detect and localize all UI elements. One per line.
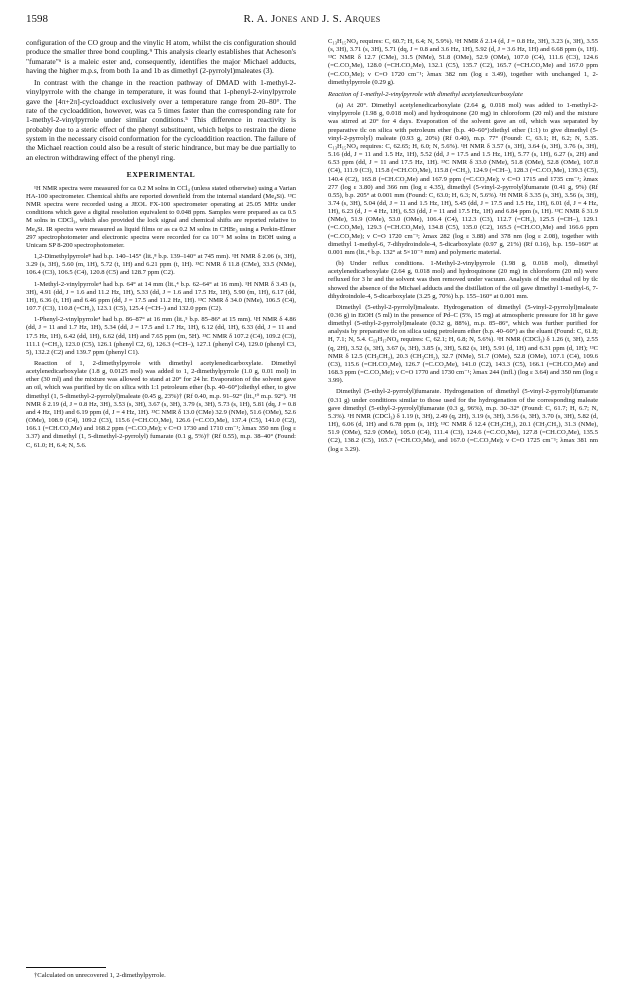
experimental-paragraph: 1,2-Dimethylpyrrole⁸ had b.p. 140–145° (lit.,⁸ b.p. 139–140° at 745 mm). ¹H NMR δ 2.06 (s, 3H), 3.29 (s, 3H), 5.60 (m, 1H), 5.72 (t, 1H) and 6.21 ppm (t, 1H). ¹³C NMR δ 11.8 (CMe), 33.5 (NMe), 106.4 (C3), 106.5 (C4), 120.8 (C5) and 128.7 ppm (C2). [26,253,296,277]
experimental-paragraph: Dimethyl (5-ethyl-2-pyrrolyl)fumarate. Hydrogenation of dimethyl (5-vinyl-2-pyrrolyl)fumarate (0.31 g) under conditions similar to those used for the hydrogenation of the corresponding maleate gave dimethyl (5-ethyl-2-pyrrolyl)fumarate (0.3 g, 96%), m.p. 30–32° (Found: C, 61.7; H, 6.7; N, 5.3%). ¹H NMR (CDCl₃) δ 1.19 (t, 3H), 2.49 (q, 2H), 3.19 (s, 3H), 3.56 (s, 3H), 3.70 (s, 3H), 5.82 (d, 1H), 6.06 (d, 1H) and 6.78 ppm (s, 1H); ¹³C NMR δ 12.4 (CH₃CH₂), 20.1 (CH₃CH₂), 31.3 (NMe), 51.9 (OMe), 52.9 (OMe), 105.0 (C4), 111.4 (C3), 124.6 (=C.CO₂Me), 127.8 (=CH.CO₂Me), 135.5 (C2), 138.2 (C5), 165.7 (=CH.CO₂Me), and 167.0 (=C.CO₂Me); ν C=O 1725 cm⁻¹; λmax 381 nm (log ε 3.29). [328,388,598,453]
body-paragraph: In contrast with the change in the reaction pathway of DMAD with 1-methyl-2-vinylpyrrole with the change in temperature, it was found that 1-phenyl-2-vinylpyrrole gave the [4π+2π]-cycloadduct exclusively over a temperature range from 20–80°. The rate of the cycloaddition, however, was ca 5 times faster than the corresponding rate for 1-methyl-2-vinylpyrrole under similar conditions.⁵ This difference in reactivity is probably due to a steric effect of the phenyl substituent, which helps to restrain the diene system in the necessary cisoid conformation for the cycloaddition reaction. The failure of the Michael reaction could also be a result of steric hindrance, but may be due partially to an electron withdrawing effect of the phenyl ring. [26,78,296,162]
experimental-paragraph: C₁₃H₁₅NO₄ requires: C, 60.7; H, 6.4; N, 5.9%). ¹H NMR δ 2.14 (d, J = 0.8 Hz, 3H), 3.23 (s, 3H), 3.55 (s, 3H), 3.71 (s, 3H), 5.71 (dq, J = 0.8 and 3.6 Hz, 1H), 5.92 (d, J = 3.6 Hz, 1H) and 6.68 ppm (s, 1H). ¹³C NMR δ 12.7 (CMe), 31.5 (NMe), 51.8 (OMe), 52.9 (OMe), 107.0 (C4), 111.6 (C3), 124.6 (=C.CO₂Me), 128.0 (=CH.CO₂Me), 132.1 (C5), 135.7 (C2), 165.7 (=CH.CO₂Me) and 167.0 ppm (=C.CO₂Me); ν C=O 1720 cm⁻¹; λmax 382 nm (log ε 3.49), together with unchanged 1, 2-dimethylpyrrole (0.29 g). [328,38,598,86]
experimental-paragraph: (a) At 20°. Dimethyl acetylenedicarboxylate (2.64 g, 0.018 mol) was added to 1-methyl-2-vinylpyrrole (1.98 g, 0.018 mol) and hydroquinone (20 mg) in chloroform (20 ml) and the mixture was stirred at 20° for 4 days. Evaporation of the solvent gave an oil, which was separated by preparative tlc on silica with petroleum ether (b.p. 40–60°):diethyl ether (1:1) to give dimethyl (5-vinyl-2-pyrrolyl) maleate (0.93 g, 20%) (Rf 0.40), m.p. 77° (Found: C, 63.1; H, 6.2; N, 5.35. C₁₃H₁₅NO₄ requires: C, 62.65; H, 6.0; N, 5.6%). ¹H NMR δ 3.57 (s, 3H), 3.64 (s, 3H), 3.76 (s, 3H), 5.16 (dd, J = 11 and 1.5 Hz, 1H), 5.52 (dd, J = 17.5 and 1.5 Hz, 1H), 5.77 (s, 1H), 6.27 (s, 2H) and 6.53 ppm (dd, J = 11 and 17.5 Hz, 1H). ¹³C NMR δ 33.0 (NMe), 51.8 (OMe), 52.8 (OMe), 107.8 (C4), 111.9 (C3), 115.8 (=CH.CO₂Me), 115.8 (=CH₂), 124.9 (=CH–), 128.3 (=C.CO₂Me), 139.3 (C5), 140.4 (C2), 165.8 (=CH.CO₂Me) and 167.9 ppm (=C.CO₂Me); ν C=O 1715 and 1735 cm⁻¹; λmax 277 (log ε 3.80) and 366 nm (log ε 4.35), dimethyl (5-vinyl-2-pyrrolyl)fumarate (0.41 g, 9%) (Rf 0.55), b.p. 205° at 0.001 mm (Found: C, 63.0; H, 6.3; N, 5.6%). ¹H NMR δ 3.35 (s, 3H), 3.56 (s, 3H), 3.74 (s, 3H), 5.04 (dd, J = 11 and 1.5 Hz, 1H), 5.45 (dd, J = 17.5 and 1.5 Hz, 1H), 6.01 (d, J = 4 Hz, 1H), 6.23 (d, J = 4 Hz, 1H), 6.53 (dd, J = 11 and 17.5 Hz, 1H) and 6.84 ppm (s, 1H). ¹³C NMR δ 31.9 (NMe), 51.9 (OMe), 53.0 (OMe), 106.4 (C4), 112.3 (C3), 112.7 (=CH₂), 125.5 (=CH–), 129.1 (=C.CO₂Me), 129.3 (=CH.CO₂Me), 134.8 (C5), 135.0 (C2), 165.5 (=CH.CO₂Me) and 166.6 ppm (=C.CO₂Me); ν C=O 1720 cm⁻¹; λmax 282 (log ε 3.88) and 378 nm (log ε 2.08), together with dimethyl 1-methyl-6, 7-dihydroindole-4, 5-dicarboxylate (0.97 g, 21%) (Rf 0.16), b.p. 159–160° at 0.001 mm (lit.,⁴ b.p. 132° at 5×10⁻⁵ mm) and polymeric material. [328,102,598,256]
experimental-paragraph: (b) Under reflux conditions. 1-Methyl-2-vinylpyrrole (1.98 g, 0.018 mol), dimethyl acetylenedicarboxylate (2.64 g, 0.018 mol) and hydroquinone (20 mg) in chloroform (20 ml) were refluxed for 3 hr and the solvent was then removed under vacuum. Analysis of the residual oil by tlc showed the absence of the Michael adducts and the distillation of the oil gave dimethyl 1-methyl-6, 7-dihydroindole-4, 5-dicarboxylate (3.25 g, 70%) b.p. 155–160° at 0.001 mm. [328,260,598,300]
right-column [328,38,598,993]
page-number: 1598 [26,13,48,25]
body-paragraph: configuration of the CO group and the vinylic H atom, whilst the cis configuration should produce the smaller three bond coupling.⁹ This analysis clearly establishes that Acheson's "fumarate"⁶ is a maleic ester and, consequently, identifies the major Michael adducts, having the higher m.p.s, from both 1a and 1b as dimethyl (2-pyrrolyl)maleates (3). [26,38,296,75]
footnote-rule [26,967,106,968]
section-heading-experimental: EXPERIMENTAL [126,169,196,179]
experimental-paragraph: ¹H NMR spectra were measured for ca 0.2 M solns in CCl₄ (unless stated otherwise) using a Varian HA-100 spectrometer. Chemical shifts are reported downfield from the internal standard (Me₄Si). ¹³C NMR spectra were recorded using a JEOL FX-100 spectrometer operating at 25.05 MHz under conditions which gave a digital resolution equivalent to 0.048 ppm. Samples were prepared as ca 0.5 M solns in CDCl₃, which also provided the lock signal and chemical shifts are reported relative to Me₄Si. IR spectra were measured as liquid films or as ca 0.2 M solns in CHBr₃ using a Perkin-Elmer 297 spectrophotometer and electronic spectra were recorded for ca 10⁻⁵ M solns in EtOH using a Unicam SP 8-200 spectrophotometer. [26,184,296,249]
experimental-paragraph: Reaction of 1, 2-dimethylpyrrole with dimethyl acetylenedicarboxylate. Dimethyl acetylenedicarboxylate (1.8 g, 0.0125 mol) was added to 1, 2-dimethylpyrrole (1.0 g, 0.01 mol) in ether (30 ml) and the mixture was allowed to stand at 20° for 24 hr. Evaporation of the solvent gave an oil, which was purified by tlc on silica with 1:1 petroleum ether (b.p. 40–60°):diethyl ether, to give dimethyl (1, 5-dimethyl-2-pyrrolyl)maleate (0.45 g, 23%)† (Rf 0.40, m.p. 91–92° (lit.,¹⁰ m.p. 92°). ¹H NMR δ 2.19 (d, J = 0.8 Hz, 3H), 3.53 (s, 3H), 3.67 (s, 3H), 3.79 (s, 3H), 5.73 (s, 1H), 5.81 (dq, J = 0.8 and 4 Hz, 1H) and 6.19 ppm (d, J = 4 Hz, 1H). ¹³C NMR δ 13.0 (CMe) 32.9 (NMe), 51.6 (OMe), 52.6 (OMe), 108.9 (C4), 109.2 (C3), 115.6 (=CH.CO₂Me), 126.6 (=C.CO₂Me), 137.4 (C5), 141.0 (C2), 166.1 (=CH.CO₂Me) and 168.2 ppm (=C.CO₂Me); ν C=O 1730 and 1710 cm⁻¹; λmax 350 nm (log ε 3.37) and dimethyl (1, 5-dimethyl-2-pyrrolyl) fumarate (0.1 g, 5%)† (Rf 0.55), m.p. 38–40° (Found: C, 61.0; H, 6.4; N, 5.6. [26,359,296,449]
footnote: †Calculated on unrecovered 1, 2-dimethylpyrrole. [34,972,166,979]
running-head: R. A. Jones and J. S. Arques [243,13,381,25]
experimental-paragraph: 1-Methyl-2-vinylpyrrole⁴ had b.p. 64° at 14 mm (lit.,⁴ b.p. 62–64° at 16 mm). ¹H NMR δ 3.43 (s, 3H), 4.91 (dd, J = 1.6 and 11.2 Hz, 1H), 5.33 (dd, J = 1.6 and 17.5 Hz, 1H), 5.90 (m, 1H), 6.17 (dd, 1H), 6.36 (t, 1H) and 6.46 ppm (dd, J = 17.5 and 11.2 Hz, 1H). ¹³C NMR δ 34.0 (NMe), 106.5 (C4), 107.7 (C3), 110.8 (=CH₂), 123.1 (C5), 125.4 (=CH–) and 132.0 ppm (C2). [26,280,296,313]
experimental-paragraph: 1-Phenyl-2-vinylpyrrole⁴ had b.p. 86–87° at 16 mm (lit.,⁵ b.p. 85–86° at 15 mm). ¹H NMR δ 4.86 (dd, J = 11 and 1.7 Hz, 1H), 5.34 (dd, J = 17.5 and 1.7 Hz, 1H), 6.12 (dd, 1H), 6.33 (dd, J = 11 and 17.5 Hz, 1H), 6.42 (dd, 1H), 6.62 (dd, 1H) and 7.65 ppm (m, 5H). ¹³C NMR δ 107.2 (C4), 109.2 (C3), 111.1 (=CH₂), 123.0 (C5), 126.1 (phenyl C2, 6), 126.3 (=CH–), 127.1 (phenyl C4), 129.0 (phenyl C3, 5), 132.2 (C2) and 139.7 ppm (phenyl C1). [26,316,296,356]
reaction-heading: Reaction of 1-methyl-2-vinylpyrrole with dimethyl acetylenedicarboxylate [328,90,523,98]
experimental-paragraph: Dimethyl (5-ethyl-2-pyrrolyl)maleate. Hydrogenation of dimethyl (5-vinyl-2-pyrrolyl)maleate (0.36 g) in EtOH (5 ml) in the presence of Pd–C (5%, 15 mg) at atmospheric pressure for 18 hr gave dimethyl (5-ethyl-2-pyrrolyl)maleate (0.32 g, 88%), m.p. 85–86°, which was further purified for analysis by preparative tlc on silica using petroleum ether (b.p. 40–60°) as the eluant (Found: C, 61.8; H, 7.1; N, 5.4. C₁₃H₁₇NO₄ requires: C, 62.1; H, 6.8; N, 5.6%). ¹H NMR (CDCl₃) δ 1.26 (t, 3H), 2.55 (q, 2H), 3.52 (s, 3H), 3.67 (s, 3H), 3.85 (s, 3H), 5.82 (s, 1H), 5.91 (d, 1H) and 6.31 ppm (d, 1H); ¹³C NMR δ 12.5 (CH₃CH₂), 20.3 (CH₃CH₂), 32.7 (NMe), 51.7 (OMe), 52.8 (OMe), 107.1 (C4), 109.6 (C3), 115.6 (=CH.CO₂Me), 126.7 (=C.CO₂Me), 141.0 (C2), 143.3 (C5), 166.1 (=CH.CO₂Me) and 168.3 ppm (=C.CO₂Me); ν C=O 1770 and 1730 cm⁻¹; λmax 244 (infl.) (log ε 3.64) and 350 nm (log ε 3.99). [328,303,598,385]
page-header [26,10,598,28]
left-column [26,38,296,993]
